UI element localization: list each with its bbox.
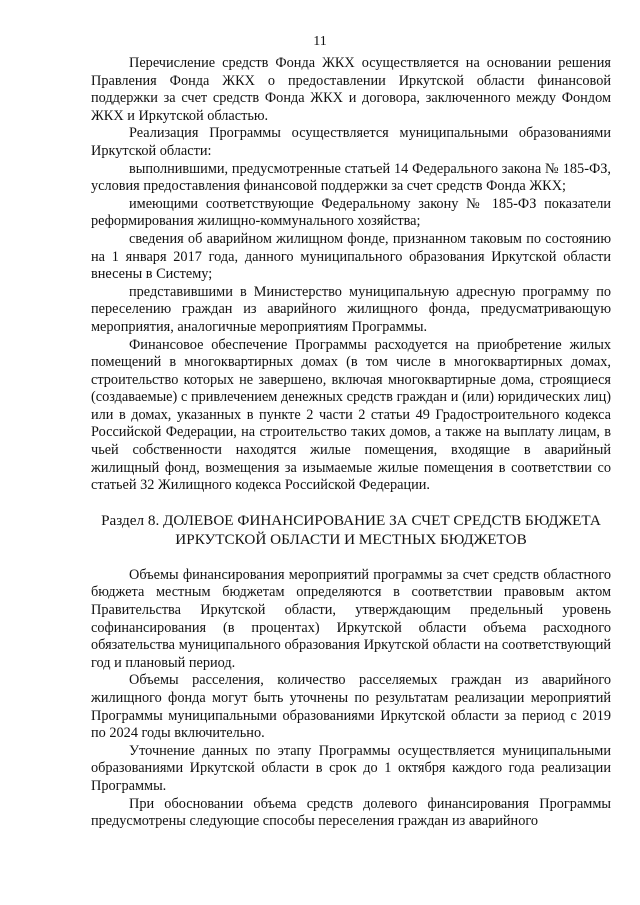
document-body <box>91 55 611 831</box>
section-heading-line: Раздел 8. ДОЛЕВОЕ ФИНАНСИРОВАНИЕ ЗА СЧЕТ СРЕДСТВ БЮДЖЕТА <box>101 511 601 529</box>
paragraph: Финансовое обеспечение Программы расходуется на приобретение жилых помещений в многоквартирных домах (в том числе в многоквартирных домах, строительство которых не завершено, включая многоквартирные дома, строящиеся (создаваемые) с привлечением денежных средств граждан и (или) юридических лиц) или в домах, указанных в пункте 2 части 2 статьи 49 Градостроительного кодекса Российской Федерации, на строительство таких домов, а также на выплату лицам, в чьей собственности находятся жилые помещения, входящие в аварийный жилищный фонд, возмещения за изымаемые жилые помещения в соответствии со статьей 32 Жилищного кодекса Российской Федерации. <box>91 336 611 494</box>
section-heading-line: ИРКУТСКОЙ ОБЛАСТИ И МЕСТНЫХ БЮДЖЕТОВ <box>175 530 527 548</box>
paragraph: При обосновании объема средств долевого финансирования Программы предусмотрены следующие способы переселения граждан из аварийного <box>91 795 611 830</box>
page-number: 11 <box>313 34 327 49</box>
paragraph: Объемы расселения, количество расселяемых граждан из аварийного жилищного фонда могут быть уточнены по результатам реализации мероприятий Программы муниципальными образованиями Иркутской области за период с 2019 по 2024 годы включительно. <box>91 672 611 742</box>
paragraph: Уточнение данных по этапу Программы осуществляется муниципальными образованиями Иркутской области в срок до 1 октября каждого года реализации Программы. <box>91 742 611 794</box>
paragraph: имеющими соответствующие Федеральному закону № 185-ФЗ показатели реформирования жилищно-коммунального хозяйства; <box>91 195 611 230</box>
paragraph: сведения об аварийном жилищном фонде, признанном таковым по состоянию на 1 января 2017 года, данного муниципального образования Иркутской области внесены в Систему; <box>91 230 611 283</box>
paragraph: Перечисление средств Фонда ЖКХ осуществляется на основании решения Правления Фонда ЖКХ о предоставлении Иркутской области финансовой поддержки за счет средств Фонда ЖКХ и договора, заключенного между Фондом ЖКХ и Иркутской областью. <box>91 55 611 124</box>
paragraph: Реализация Программы осуществляется муниципальными образованиями Иркутской области: <box>91 125 611 159</box>
paragraph: Объемы финансирования мероприятий программы за счет средств областного бюджета местным бюджетам определяются в соответствии правовым актом Правительства Иркутской области, утверждающим предельный уровень софинансирования (в процентах) Иркутской области объема расходного обязательства муниципального образования Иркутской области на соответствующий год и плановый период. <box>91 566 611 671</box>
paragraph: представившими в Министерство муниципальную адресную программу по переселению граждан из аварийного жилищного фонда, предусматривающую мероприятия, аналогичные мероприятиям Программы. <box>91 283 611 335</box>
section-heading <box>91 511 611 549</box>
paragraph: выполнившими, предусмотренные статьей 14 Федерального закона № 185-ФЗ, условия предоставления финансовой поддержки за счет средств Фонда ЖКХ; <box>91 160 611 195</box>
